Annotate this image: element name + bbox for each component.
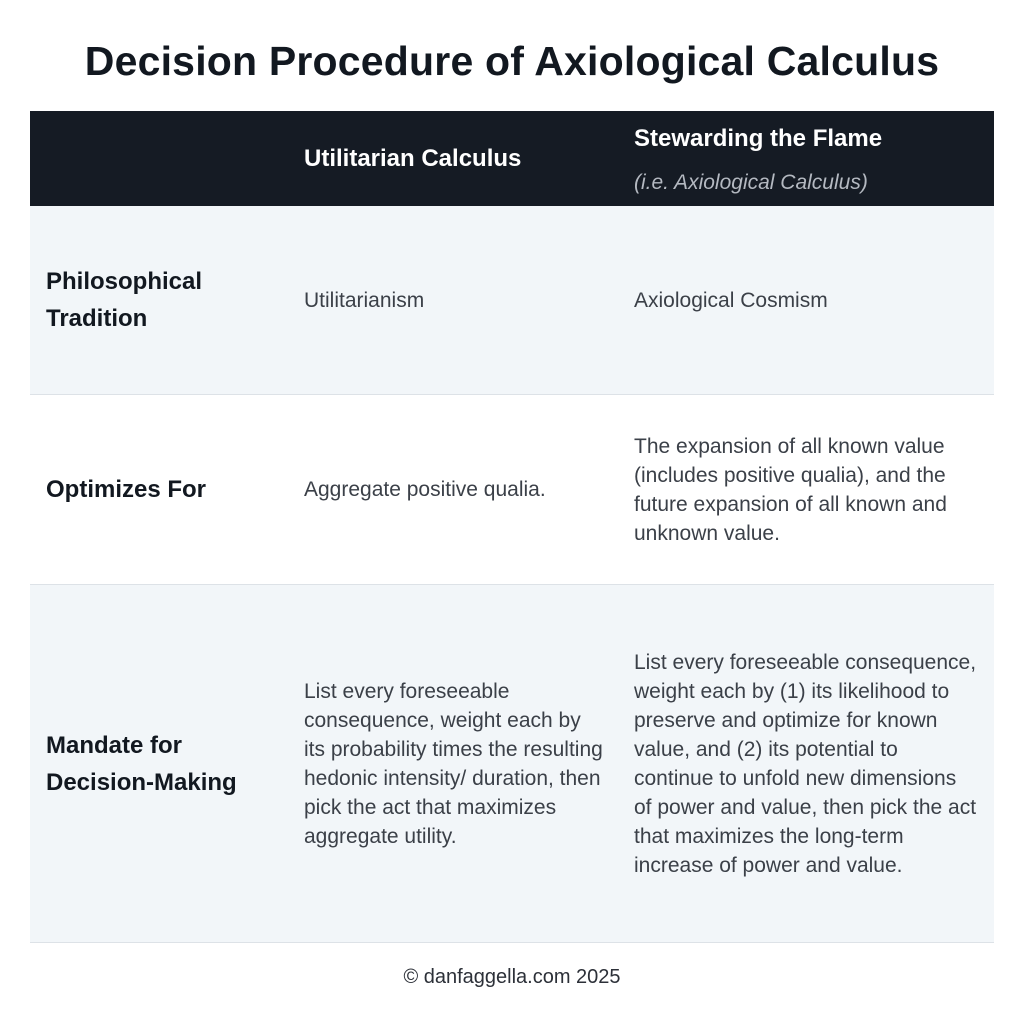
utilitarian-cell-text: List every foreseeable consequence, weight each by its probability times the resulting hedonic intensity/ duration, then pick the act that maximizes aggregate utility. — [304, 679, 603, 848]
header-stewarding-the-flame: Stewarding the Flame — [634, 125, 883, 152]
utilitarian-cell-text: Aggregate positive qualia. — [304, 478, 546, 501]
table-header — [30, 111, 994, 206]
table-row — [30, 585, 994, 943]
flame-cell-text: List every foreseeable consequence, weight each by (1) its likelihood to preserve and optimize for known value, and (2) its potential to continue to unfold new dimensions of power and value, then pick the act that maximizes the long-term increase of power and value. — [634, 650, 977, 877]
table-row — [30, 395, 994, 585]
table-row — [30, 206, 994, 395]
header-utilitarian-calculus: Utilitarian Calculus — [304, 145, 522, 172]
row-label — [46, 585, 286, 942]
utilitarian-cell — [304, 585, 614, 942]
page-title: Decision Procedure of Axiological Calculus — [84, 38, 940, 84]
row-label-text: Mandate for Decision-Making — [46, 731, 237, 796]
utilitarian-cell — [304, 206, 614, 394]
flame-cell-text: Axiological Cosmism — [634, 288, 828, 312]
row-label-text: Optimizes For — [46, 476, 207, 503]
flame-cell — [634, 395, 989, 584]
row-label — [46, 395, 286, 584]
comparison-table — [30, 111, 994, 943]
header-flame-subtitle: (i.e. Axiological Calculus) — [634, 171, 868, 194]
utilitarian-cell-text: Utilitarianism — [304, 288, 425, 312]
row-label — [46, 206, 286, 394]
utilitarian-cell — [304, 395, 614, 584]
flame-cell — [634, 206, 989, 394]
row-label-text: Philosophical Tradition — [46, 268, 203, 332]
copyright-footer: © danfaggella.com 2025 — [403, 966, 621, 988]
flame-cell-text: The expansion of all known value (includes positive qualia), and the future expansion of all known and unknown value. — [634, 434, 947, 545]
flame-cell — [634, 585, 989, 942]
